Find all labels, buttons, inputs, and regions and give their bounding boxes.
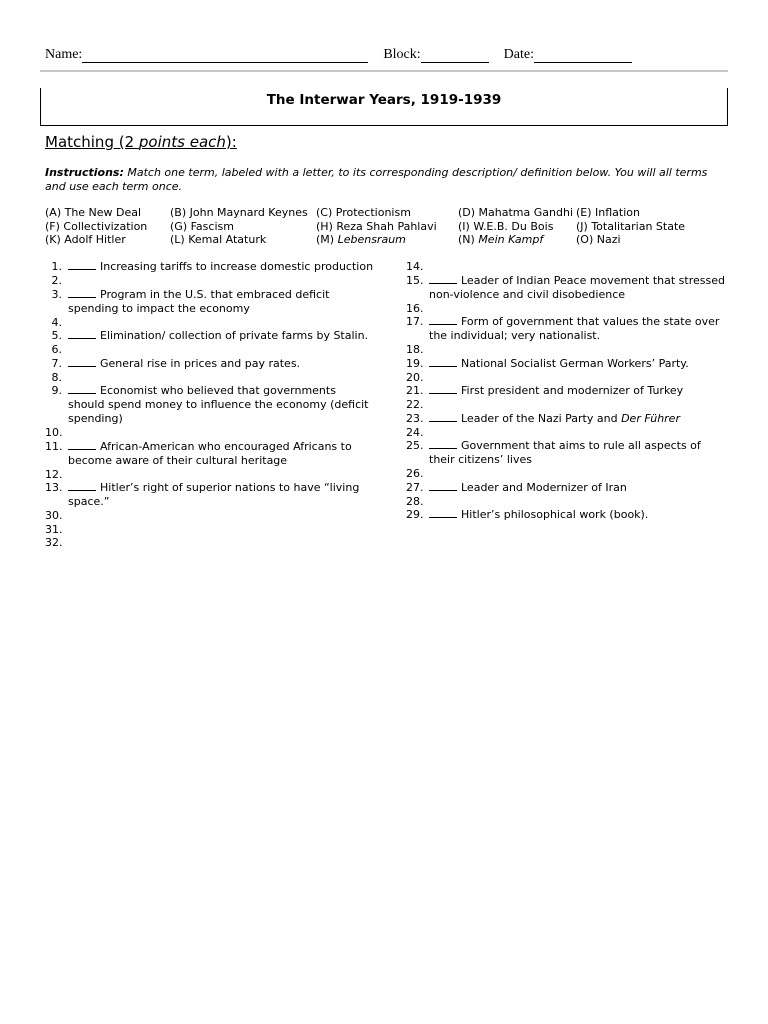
question-text — [429, 302, 726, 316]
question-item — [406, 384, 726, 398]
question-item — [406, 481, 726, 495]
question-number: 25. — [406, 439, 424, 452]
question-item — [406, 426, 726, 440]
question-item — [45, 316, 375, 330]
question-number: 28. — [406, 494, 424, 508]
question-item — [45, 440, 375, 468]
question-item — [406, 398, 726, 412]
question-text — [429, 343, 726, 357]
question-item — [45, 260, 375, 274]
question-text — [429, 260, 726, 274]
date-label: Date: — [503, 47, 534, 62]
question-number: 5. — [51, 329, 62, 342]
question-number: 18. — [406, 343, 424, 356]
question-text — [68, 468, 375, 482]
term-item: (K) Adolf Hitler — [45, 233, 126, 246]
section-heading — [45, 133, 237, 151]
question-text: Program in the U.S. that embraced deficit spending to impact the economy — [68, 287, 330, 315]
question-number: 12. — [45, 467, 63, 481]
block-label: Block: — [383, 47, 421, 62]
question-text: Leader and Modernizer of Iran — [429, 481, 726, 495]
question-number: 10. — [45, 426, 63, 439]
term-item: (O) Nazi — [576, 233, 621, 246]
answer-blank[interactable] — [68, 329, 96, 339]
question-number: 11. — [45, 439, 63, 453]
question-number: 31. — [45, 522, 63, 536]
question-item — [45, 288, 375, 316]
question-text: Hitler’s philosophical work (book). — [429, 508, 726, 522]
question-text: General rise in prices and pay rates. — [68, 357, 375, 371]
instructions-text: Match one term, labeled with a letter, to its corresponding description/ definition below. You will all terms and use each term once. — [45, 166, 708, 193]
student-info-row — [45, 47, 632, 63]
question-text: Form of government that values the state over the individual; very nationalist. — [429, 315, 720, 342]
header-divider — [40, 70, 728, 72]
question-number: 1. — [51, 260, 62, 273]
section-heading-prefix: Matching (2 — [45, 133, 139, 151]
term-item: (H) Reza Shah Pahlavi — [316, 219, 437, 233]
question-text — [68, 274, 375, 288]
answer-blank[interactable] — [429, 384, 457, 394]
question-text — [68, 426, 375, 440]
question-item — [406, 371, 726, 385]
question-text — [68, 509, 375, 523]
question-number: 32. — [45, 536, 63, 549]
question-text — [429, 398, 726, 412]
answer-blank[interactable] — [68, 481, 96, 491]
question-item — [45, 536, 375, 550]
question-number: 3. — [51, 287, 62, 301]
question-number: 21. — [406, 384, 424, 397]
block-field[interactable] — [421, 48, 489, 63]
instructions — [45, 166, 725, 194]
question-number: 4. — [51, 315, 62, 329]
answer-blank[interactable] — [429, 439, 457, 449]
term-item: (E) Inflation — [576, 206, 640, 219]
question-number: 16. — [406, 301, 424, 315]
answer-blank[interactable] — [68, 440, 96, 450]
question-number: 9. — [51, 384, 62, 397]
question-text — [429, 426, 726, 440]
question-text: Economist who believed that governments should spend money to influence the economy (deficit spending) — [68, 384, 369, 425]
question-text — [429, 467, 726, 481]
right-question-list — [406, 260, 726, 522]
term-item: (M) Lebensraum — [316, 233, 406, 246]
answer-blank[interactable] — [68, 357, 96, 367]
question-item — [45, 481, 375, 509]
question-text: National Socialist German Workers’ Party. — [429, 357, 726, 371]
question-item — [406, 495, 726, 509]
question-number: 7. — [51, 356, 62, 370]
question-text — [68, 316, 375, 330]
question-text — [68, 371, 375, 385]
question-text: Increasing tariffs to increase domestic production — [68, 260, 375, 274]
name-field[interactable] — [82, 48, 368, 63]
term-item: (D) Mahatma Gandhi — [458, 206, 574, 219]
question-number: 24. — [406, 425, 424, 439]
question-item — [406, 343, 726, 357]
answer-blank[interactable] — [429, 315, 457, 325]
question-text — [68, 343, 375, 357]
term-item: (J) Totalitarian State — [576, 219, 686, 233]
question-item — [45, 357, 375, 371]
question-number: 23. — [406, 411, 424, 425]
instructions-label: Instructions: — [45, 166, 124, 179]
question-item — [45, 384, 375, 426]
term-item: (G) Fascism — [170, 219, 234, 233]
question-item — [406, 260, 726, 274]
answer-blank[interactable] — [429, 357, 457, 367]
question-number: 22. — [406, 398, 424, 411]
question-item — [45, 509, 375, 523]
answer-blank[interactable] — [429, 412, 457, 422]
worksheet-title: The Interwar Years, 1919-1939 — [266, 92, 502, 108]
term-item: (I) W.E.B. Du Bois — [458, 219, 554, 233]
question-number: 19. — [406, 356, 424, 370]
answer-blank[interactable] — [429, 481, 457, 491]
question-item — [406, 302, 726, 316]
question-number: 29. — [406, 508, 424, 521]
question-item — [45, 426, 375, 440]
question-number: 15. — [406, 273, 424, 287]
question-text — [429, 371, 726, 385]
term-item: (L) Kemal Ataturk — [170, 233, 267, 246]
question-number: 2. — [51, 274, 62, 287]
question-text: Leader of the Nazi Party and Der Führer — [429, 412, 726, 426]
answer-blank[interactable] — [68, 384, 96, 394]
question-number: 8. — [51, 370, 62, 384]
section-heading-suffix: ): — [225, 133, 237, 151]
question-item — [406, 357, 726, 371]
term-item: (B) John Maynard Keynes — [170, 206, 308, 219]
question-number: 30. — [45, 509, 63, 522]
question-text — [68, 536, 375, 550]
question-item — [406, 315, 726, 343]
question-text: Elimination/ collection of private farms by Stalin. — [68, 329, 375, 343]
question-number: 26. — [406, 467, 424, 480]
left-question-list — [45, 260, 375, 550]
question-item — [45, 343, 375, 357]
question-text: First president and modernizer of Turkey — [429, 384, 726, 398]
question-item — [45, 371, 375, 385]
answer-blank[interactable] — [68, 260, 96, 270]
question-text: Leader of Indian Peace movement that stressed non-violence and civil disobedience — [429, 273, 725, 301]
answer-blank[interactable] — [429, 508, 457, 518]
question-item — [45, 523, 375, 537]
question-number: 27. — [406, 480, 424, 494]
question-number: 14. — [406, 260, 424, 273]
question-item — [406, 508, 726, 522]
question-item — [406, 412, 726, 426]
answer-blank[interactable] — [429, 274, 457, 284]
question-text: African-American who encouraged Africans to become aware of their cultural heritage — [68, 439, 352, 467]
answer-blank[interactable] — [68, 288, 96, 298]
question-text: Government that aims to rule all aspects of their citizens’ lives — [429, 439, 701, 466]
date-field[interactable] — [534, 48, 632, 63]
question-item — [45, 274, 375, 288]
question-item — [45, 468, 375, 482]
question-item — [45, 329, 375, 343]
name-label: Name: — [45, 47, 83, 62]
term-item: (C) Protectionism — [316, 206, 411, 219]
term-item: (N) Mein Kampf — [458, 233, 544, 246]
question-item — [406, 467, 726, 481]
question-number: 6. — [51, 343, 62, 356]
question-text — [68, 523, 375, 537]
question-number: 13. — [45, 481, 63, 494]
question-item — [406, 439, 726, 467]
question-number: 17. — [406, 315, 424, 328]
section-heading-italic: points each — [138, 133, 226, 151]
term-item: (A) The New Deal — [45, 206, 142, 219]
question-item — [406, 274, 726, 302]
term-item: (F) Collectivization — [45, 219, 148, 233]
question-text: Hitler’s right of superior nations to have “living space.” — [68, 481, 360, 508]
question-number: 20. — [406, 370, 424, 384]
question-text — [429, 495, 726, 509]
